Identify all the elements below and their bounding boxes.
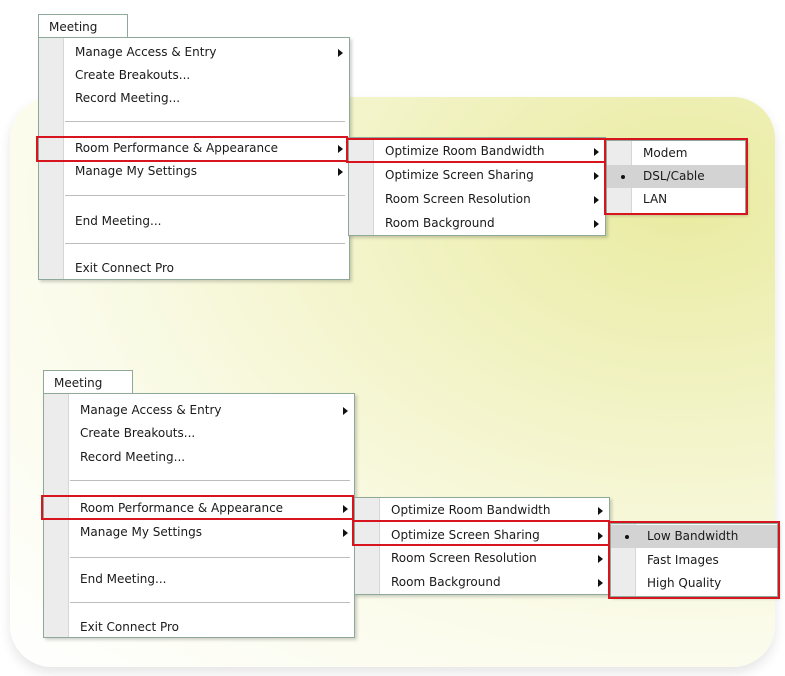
menu-item-label: Record Meeting...: [75, 91, 181, 105]
menu-item-manage-settings[interactable]: [44, 521, 354, 544]
menu-item-end-meeting[interactable]: [44, 568, 354, 591]
menu-separator: [70, 602, 350, 604]
submenu-arrow-icon: [338, 168, 343, 176]
menu-item-label: Manage Access & Entry: [75, 45, 217, 59]
menu-item-label: Optimize Room Bandwidth: [385, 144, 545, 158]
menu-separator: [65, 121, 345, 123]
menu-separator: [70, 557, 350, 559]
menu-item-room-performance[interactable]: [44, 497, 354, 520]
menu-item-end-meeting[interactable]: [39, 210, 349, 233]
bandwidth-options-menu: [606, 140, 746, 214]
menu-item-record-meeting[interactable]: [39, 87, 349, 110]
submenu-item-room-background[interactable]: [355, 571, 609, 594]
submenu-arrow-icon: [594, 172, 599, 180]
submenu-arrow-icon: [343, 505, 348, 513]
submenu-arrow-icon: [594, 220, 599, 228]
option-modem[interactable]: [607, 142, 745, 165]
selected-bullet-icon: [621, 175, 625, 179]
option-label: LAN: [643, 192, 668, 206]
room-performance-submenu: [354, 497, 610, 595]
submenu-arrow-icon: [598, 555, 603, 563]
selected-bullet-icon: [625, 535, 629, 539]
menu-item-label: Optimize Screen Sharing: [391, 528, 540, 542]
menu-item-create-breakouts[interactable]: [39, 64, 349, 87]
menu-item-room-performance[interactable]: [39, 137, 349, 160]
menu-item-label: Room Background: [385, 216, 495, 230]
menu-item-label: Exit Connect Pro: [80, 620, 180, 634]
submenu-arrow-icon: [598, 532, 603, 540]
submenu-arrow-icon: [343, 529, 348, 537]
menu-item-label: Manage My Settings: [80, 525, 202, 539]
menu-item-label: Room Performance & Appearance: [80, 501, 284, 515]
option-lan[interactable]: [607, 188, 745, 211]
submenu-item-room-background[interactable]: [349, 212, 605, 235]
menu-item-manage-access[interactable]: [39, 41, 349, 64]
option-dsl-cable[interactable]: [607, 165, 745, 188]
meeting-menu-tab[interactable]: Meeting: [43, 370, 133, 394]
meeting-menu: [43, 393, 355, 638]
menu-item-label: Optimize Room Bandwidth: [391, 503, 551, 517]
menu-item-manage-settings[interactable]: [39, 160, 349, 183]
submenu-arrow-icon: [338, 145, 343, 153]
submenu-arrow-icon: [598, 507, 603, 515]
menu-item-label: Optimize Screen Sharing: [385, 168, 534, 182]
menu-item-exit-connect[interactable]: [39, 257, 349, 280]
submenu-arrow-icon: [594, 196, 599, 204]
menu-item-label: Record Meeting...: [80, 450, 186, 464]
menu-item-label: Room Background: [391, 575, 501, 589]
menu-item-label: Room Screen Resolution: [391, 551, 537, 565]
option-label: High Quality: [647, 576, 722, 590]
meeting-menu-tab[interactable]: Meeting: [38, 14, 128, 38]
option-label: DSL/Cable: [643, 169, 705, 183]
menu-item-label: End Meeting...: [75, 214, 162, 228]
menu-separator: [65, 243, 345, 245]
submenu-arrow-icon: [594, 148, 599, 156]
menu-item-record-meeting[interactable]: [44, 446, 354, 469]
option-label: Low Bandwidth: [647, 529, 739, 543]
submenu-item-screen-resolution[interactable]: [355, 547, 609, 570]
meeting-menu: [38, 37, 350, 280]
menu-item-label: Room Screen Resolution: [385, 192, 531, 206]
menu-item-label: Room Performance & Appearance: [75, 141, 279, 155]
menu-separator: [65, 195, 345, 197]
room-performance-submenu: [348, 137, 606, 236]
submenu-item-optimize-screen-sharing[interactable]: [349, 164, 605, 187]
menu-item-manage-access[interactable]: [44, 399, 354, 422]
menu-item-label: Manage Access & Entry: [80, 403, 222, 417]
option-label: Modem: [643, 146, 688, 160]
menu-item-label: Create Breakouts...: [75, 68, 191, 82]
menu-item-label: Create Breakouts...: [80, 426, 196, 440]
submenu-arrow-icon: [343, 407, 348, 415]
menu-item-label: Manage My Settings: [75, 164, 197, 178]
submenu-arrow-icon: [338, 49, 343, 57]
submenu-item-optimize-screen-sharing[interactable]: [355, 524, 609, 547]
menu-item-label: End Meeting...: [80, 572, 167, 586]
screen-sharing-options-menu: [610, 523, 778, 597]
submenu-arrow-icon: [598, 579, 603, 587]
menu-separator: [70, 480, 350, 482]
submenu-item-optimize-bandwidth[interactable]: [349, 140, 605, 163]
option-label: Fast Images: [647, 553, 719, 567]
menu-item-create-breakouts[interactable]: [44, 422, 354, 445]
option-fast-images[interactable]: [611, 549, 777, 572]
submenu-item-optimize-bandwidth[interactable]: [355, 499, 609, 522]
submenu-item-screen-resolution[interactable]: [349, 188, 605, 211]
menu-item-label: Exit Connect Pro: [75, 261, 175, 275]
menu-item-exit-connect[interactable]: [44, 616, 354, 639]
option-high-quality[interactable]: [611, 572, 777, 595]
option-low-bandwidth[interactable]: [611, 525, 777, 548]
